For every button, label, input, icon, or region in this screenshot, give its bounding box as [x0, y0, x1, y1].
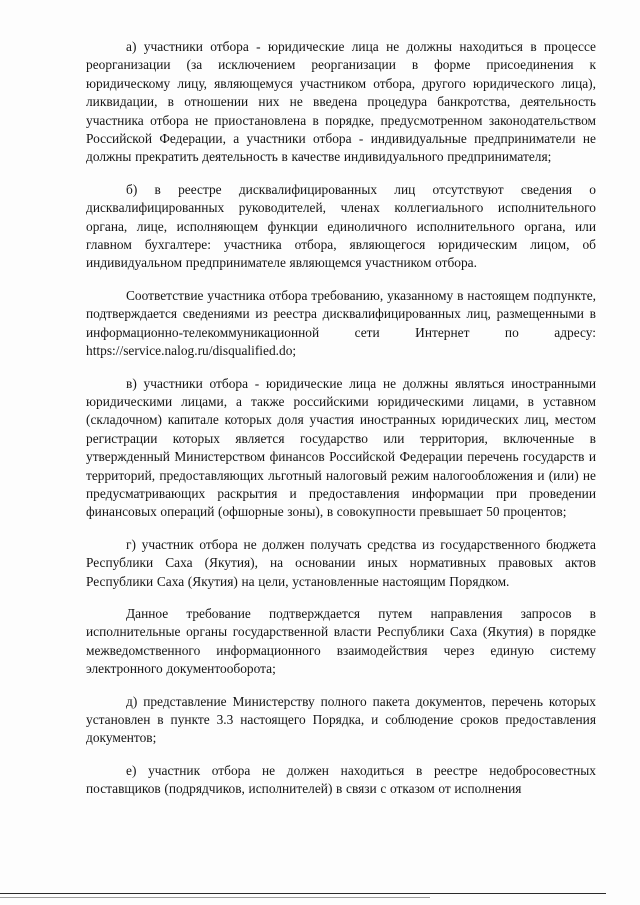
- paragraph-b-compliance: Соответствие участника отбора требованию, указанному в настоящем подпункте, подтверждается сведениями из реестра дисквалифицированных лиц, размещенными в информационно-телекоммуникационной сети Интернет по адресу: https://service.nalog.ru/disqualified.do;: [86, 287, 596, 359]
- paragraph-a: а) участники отбора - юридические лица не должны находиться в процессе реорганизации (за исключением реорганизации в форме присоединения к юридическому лицу, являющемуся участником отбора, другого юридического лица), ликвидации, в отношении них не введена процедура банкротства, деятельность участника отбора не приостановлена в порядке, предусмотренном законодательством Российской Федерации, а участники отбора - индивидуальные предприниматели не должны прекратить деятельность в качестве индивидуального предпринимателя;: [86, 39, 596, 165]
- paragraph-g-verification: Данное требование подтверждается путем направления запросов в исполнительные органы государственной власти Республики Саха (Якутия) в порядке межведомственного информационного взаимодействия через единую систему электронного документооборота;: [86, 605, 596, 677]
- paragraph-d: д) представление Министерству полного пакета документов, перечень которых установлен в пункте 3.3 настоящего Порядка, и соблюдение сроков предоставления документов;: [86, 693, 596, 746]
- paragraph-b: б) в реестре дисквалифицированных лиц отсутствуют сведения о дисквалифицированных руководителей, членах коллегиального исполнительного органа, лице, исполняющем функции единоличного исполнительного органа, или главном бухгалтере: участника отбора, являющегося юридическим лицом, об индивидуальном предпринимателе являющемся участником отбора.: [86, 181, 596, 271]
- paragraph-v: в) участники отбора - юридические лица не должны являться иностранными юридическими лицами, а также российскими юридическими лицами, в уставном (складочном) капитале которых доля участия иностранных юридических лиц, местом регистрации которых является государство или территория, включенные в утвержденный Министерством финансов Российской Федерации перечень государств и территорий, предоставляющих льготный налоговый режим налогообложения и (или) не предусматривающих раскрытия и предоставления информации при проведении финансовых операций (офшорные зоны), в совокупности превышает 50 процентов;: [86, 375, 596, 520]
- scan-edge-line: [0, 893, 606, 894]
- paragraph-e: е) участник отбора не должен находиться в реестре недобросовестных поставщиков (подрядчиков, исполнителей) в связи с отказом от исполнения: [86, 762, 596, 797]
- paragraph-g: г) участник отбора не должен получать средства из государственного бюджета Республики Саха (Якутия), на основании иных нормативных правовых актов Республики Саха (Якутия) на цели, установленные настоящим Порядком.: [86, 536, 596, 589]
- document-body: [86, 38, 596, 813]
- scan-edge-line-faint: [0, 897, 430, 898]
